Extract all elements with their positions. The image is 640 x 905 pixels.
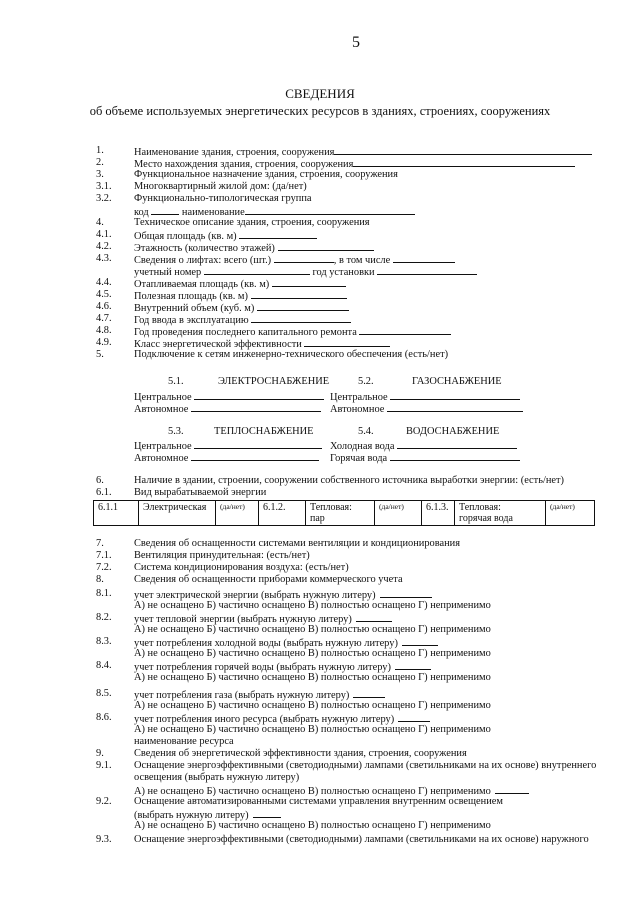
item-row (134, 624, 491, 636)
item-label: Сведения об энергетической эффективности здания, строения, сооружения (134, 748, 467, 759)
item-number: 9. (96, 748, 104, 759)
table-row (94, 501, 595, 526)
item-label: (выбрать нужную литеру) (134, 810, 249, 821)
input-line[interactable] (359, 325, 451, 335)
item-label: наименование (181, 207, 245, 218)
item-number: 4.6. (96, 301, 112, 312)
section-heading: ГАЗОСНАБЖЕНИЕ (412, 376, 502, 387)
item-label: учет потребления горячей воды (выбрать нужную литеру) (134, 662, 391, 673)
item-label: учетный номер (134, 267, 202, 278)
item-label: Оснащение энергоэффективными (светодиодными) лампами (светильниками на их основе) внутреннего (134, 760, 597, 771)
item-label: учет потребления газа (выбрать нужную литеру) (134, 690, 350, 701)
item-number: 5. (96, 349, 104, 360)
table-cell: 6.1.3. (422, 501, 455, 526)
item-label: Внутренний объем (куб. м) (134, 303, 255, 314)
input-line[interactable] (278, 241, 374, 251)
input-line[interactable] (272, 277, 346, 287)
item-label: А) не оснащено Б) частично оснащено В) полностью оснащено Г) неприменимо (134, 724, 491, 735)
section-heading: ВОДОСНАБЖЕНИЕ (406, 426, 500, 437)
item-row (134, 562, 349, 574)
section-heading: ТЕПЛОСНАБЖЕНИЕ (214, 426, 314, 437)
item-number: 4.3. (96, 253, 112, 264)
item-label: , в том числе (333, 255, 391, 266)
field-label: Центральное (330, 392, 388, 403)
item-label: Год проведения последнего капитального ремонта (134, 327, 357, 338)
item-label: Наименование здания, строения, сооружения (134, 147, 335, 158)
item-label: код (134, 207, 149, 218)
item-label: Оснащение энергоэффективными (светодиодными) лампами (светильниками на их основе) наружного (134, 834, 589, 845)
page-number: 5 (352, 34, 360, 51)
cell-line: горячая вода (459, 513, 513, 524)
item-label: учет тепловой энергии (выбрать нужную литеру) (134, 614, 352, 625)
cell-line: пар (310, 513, 325, 524)
table-cell (455, 501, 546, 526)
input-line[interactable] (495, 784, 529, 794)
item-number: 4.1. (96, 229, 112, 240)
item-label: Полезная площадь (кв. м) (134, 291, 248, 302)
document-title: СВЕДЕНИЯ (285, 86, 355, 101)
item-number: 2. (96, 157, 104, 168)
item-number: 4.2. (96, 241, 112, 252)
item-number: 8. (96, 574, 104, 585)
item-number: 7.2. (96, 562, 112, 573)
input-line[interactable] (274, 253, 334, 263)
item-label: Функциональное назначение здания, строения, сооружения (134, 169, 398, 180)
item-label: А) не оснащено Б) частично оснащено В) полностью оснащено Г) неприменимо (134, 786, 491, 797)
item-number: 4.5. (96, 289, 112, 300)
input-line[interactable] (245, 205, 415, 215)
cell-line: Тепловая: (310, 502, 352, 513)
item-row (134, 834, 589, 846)
item-row (134, 538, 460, 550)
item-row (134, 820, 491, 832)
item-number: 8.4. (96, 660, 112, 671)
field-label: Холодная вода (330, 441, 395, 452)
item-number: 6.1. (96, 487, 112, 498)
item-number: 8.2. (96, 612, 112, 623)
field-label: Автономное (330, 404, 385, 415)
item-label: Класс энергетической эффективности (134, 339, 302, 350)
item-label: Оснащение автоматизированными системами управления внутренним освещением (134, 796, 503, 807)
item-label: Место нахождения здания, строения, сооружения (134, 159, 354, 170)
input-line[interactable] (390, 451, 520, 461)
item-number: 3.2. (96, 193, 112, 204)
item-label: А) не оснащено Б) частично оснащено В) полностью оснащено Г) неприменимо (134, 624, 491, 635)
input-line[interactable] (251, 289, 347, 299)
input-line[interactable] (304, 337, 390, 347)
item-label: Подключение к сетям инженерно-технического обеспечения (есть/нет) (134, 349, 449, 360)
input-line[interactable] (353, 157, 575, 167)
input-line[interactable] (390, 390, 520, 400)
input-line[interactable] (251, 313, 351, 323)
input-line[interactable] (402, 636, 438, 646)
item-row (134, 796, 503, 808)
input-line[interactable] (257, 301, 349, 311)
item-label: учет потребления холодной воды (выбрать нужную литеру) (134, 638, 398, 649)
table-cell: Электрическая (139, 501, 216, 526)
item-number: 9.1. (96, 760, 112, 771)
item-label: Сведения об оснащенности приборами коммерческого учета (134, 574, 403, 585)
input-line[interactable] (191, 451, 319, 461)
item-number: 7. (96, 538, 104, 549)
input-line[interactable] (398, 712, 430, 722)
item-row (134, 600, 491, 612)
input-line[interactable] (380, 588, 432, 598)
field-label: Автономное (134, 404, 189, 415)
table-cell: 6.1.2. (259, 501, 306, 526)
item-row (134, 700, 491, 712)
item-number: 6. (96, 475, 104, 486)
table-cell[interactable]: (да/нет) (546, 501, 595, 526)
section-number: 5.1. (168, 376, 184, 387)
energy-type-table (93, 500, 595, 526)
document-subtitle: об объеме используемых энергетических ресурсов в зданиях, строениях, сооружениях (89, 104, 551, 118)
item-number: 8.6. (96, 712, 112, 723)
input-line[interactable] (377, 265, 477, 275)
input-line[interactable] (194, 439, 322, 449)
item-number: 4. (96, 217, 104, 228)
table-cell[interactable]: (да/нет) (216, 501, 259, 526)
input-line[interactable] (353, 688, 385, 698)
item-number: 8.5. (96, 688, 112, 699)
item-label: А) не оснащено Б) частично оснащено В) полностью оснащено Г) неприменимо (134, 700, 491, 711)
item-label: Наличие в здании, строении, сооружении собственного источника выработки энергии: (есть/нет) (134, 475, 565, 486)
item-row (134, 574, 403, 586)
item-number: 8.3. (96, 636, 112, 647)
item-number: 4.9. (96, 337, 112, 348)
field-label: Горячая вода (330, 453, 388, 464)
item-label: Функционально-типологическая группа (134, 193, 312, 204)
input-line[interactable] (253, 808, 281, 818)
item-label: А) не оснащено Б) частично оснащено В) полностью оснащено Г) неприменимо (134, 820, 491, 831)
item-row (134, 672, 491, 684)
item-row (134, 748, 467, 760)
input-line[interactable] (239, 229, 317, 239)
item-number: 4.8. (96, 325, 112, 336)
field-label: Центральное (134, 392, 192, 403)
table-cell: 6.1.1 (94, 501, 139, 526)
item-label: А) не оснащено Б) частично оснащено В) полностью оснащено Г) неприменимо (134, 600, 491, 611)
item-number: 3.1. (96, 181, 112, 192)
input-line[interactable] (204, 265, 310, 275)
item-number: 7.1. (96, 550, 112, 561)
section-number: 5.3. (168, 426, 184, 437)
item-label: учет потребления иного ресурса (выбрать нужную литеру) (134, 714, 395, 725)
item-row (134, 736, 234, 748)
item-label: А) не оснащено Б) частично оснащено В) полностью оснащено Г) неприменимо (134, 672, 491, 683)
input-line[interactable] (393, 253, 455, 263)
item-label: Сведения о лифтах: всего (шт.) (134, 255, 272, 266)
item-label: Система кондиционирования воздуха: (есть/нет) (134, 562, 349, 573)
input-line[interactable] (397, 439, 517, 449)
section-number: 5.2. (358, 376, 374, 387)
input-line[interactable] (151, 205, 179, 215)
item-label: Техническое описание здания, строения, сооружения (134, 217, 370, 228)
input-line[interactable] (387, 402, 523, 412)
item-label: А) не оснащено Б) частично оснащено В) полностью оснащено Г) неприменимо (134, 648, 491, 659)
item-row (134, 550, 310, 562)
item-row (134, 772, 299, 784)
input-line[interactable] (191, 402, 321, 412)
item-label: Год ввода в эксплуатацию (134, 315, 249, 326)
item-number: 4.7. (96, 313, 112, 324)
field-label: Автономное (134, 453, 189, 464)
input-line[interactable] (334, 145, 592, 155)
item-number: 9.2. (96, 796, 112, 807)
item-label: Многоквартирный жилой дом: (да/нет) (134, 181, 307, 192)
table-cell[interactable]: (да/нет) (375, 501, 422, 526)
input-line[interactable] (194, 390, 324, 400)
item-number: 9.3. (96, 834, 112, 845)
input-line[interactable] (356, 612, 392, 622)
cell-line: Тепловая: (459, 502, 501, 513)
item-row (134, 648, 491, 660)
item-label: Сведения об оснащенности системами вентиляции и кондиционирования (134, 538, 461, 549)
item-label: Общая площадь (кв. м) (134, 231, 237, 242)
item-label: год установки (312, 267, 375, 278)
item-label: учет электрической энергии (выбрать нужную литеру) (134, 590, 376, 601)
section-heading: ЭЛЕКТРОСНАБЖЕНИЕ (218, 376, 330, 387)
item-row (134, 760, 596, 772)
input-line[interactable] (395, 660, 431, 670)
item-number: 8.1. (96, 588, 112, 599)
section-number: 5.4. (358, 426, 374, 437)
item-row (134, 724, 491, 736)
item-number: 3. (96, 169, 104, 180)
table-cell (306, 501, 375, 526)
item-label: Этажность (количество этажей) (134, 243, 275, 254)
item-label: наименование ресурса (134, 736, 234, 747)
item-number: 4.4. (96, 277, 112, 288)
item-number: 1. (96, 145, 104, 156)
item-label: Вентиляция принудительная: (есть/нет) (134, 550, 310, 561)
field-label: Центральное (134, 441, 192, 452)
item-label: освещения (выбрать нужную литеру) (134, 772, 300, 783)
item-label: Отапливаемая площадь (кв. м) (134, 279, 270, 290)
item-label: Вид вырабатываемой энергии (134, 487, 267, 498)
